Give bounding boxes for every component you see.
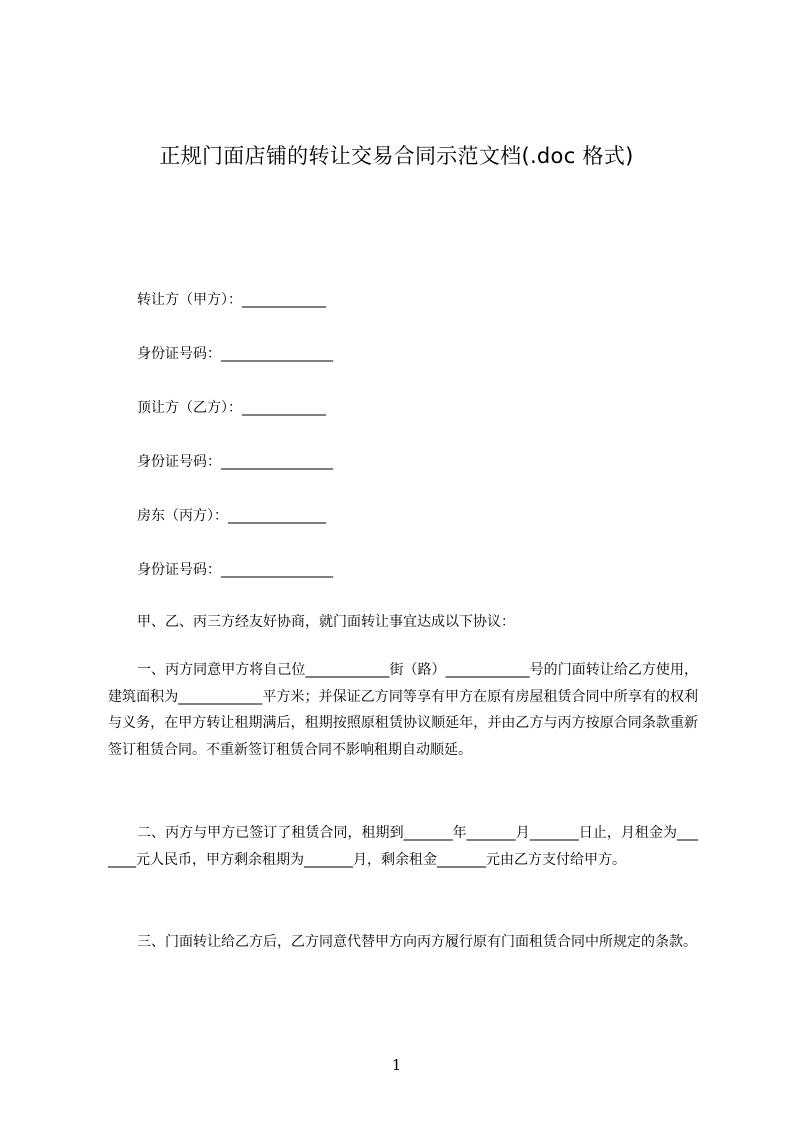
transferor-id-field: 身份证号码：________________ [137, 346, 333, 362]
transferee-id-field: 身份证号码：________________ [137, 454, 333, 470]
transferee-field: 顶让方（乙方）：____________ [137, 400, 326, 416]
landlord-id-field: 身份证号码：________________ [137, 562, 333, 578]
clause-two: 二、丙方与甲方已签订了租赁合同，租期到_______年_______月_______日止，月租金为_______元人民币，甲方剩余租期为_______月，剩余租金_______元由乙方支付给甲方。 [108, 825, 698, 868]
page-number: 1 [391, 1056, 402, 1074]
landlord-field: 房东（丙方）：______________ [137, 508, 326, 524]
transferor-field: 转让方（甲方）：____________ [137, 292, 326, 308]
clause-three: 三、门面转让给乙方后，乙方同意代替甲方向丙方履行原有门面租赁合同中所规定的条款。 [137, 934, 697, 950]
agreement-intro: 甲、乙、丙三方经友好协商，就门面转让事宜达成以下协议： [137, 614, 515, 630]
clause-one: 一、丙方同意甲方将自己位____________街（路）____________号的门面转让给乙方使用，建筑面积为____________平方米；并保证乙方同等享有甲方在原有房屋租赁合同中所享有的权利与义务，在甲方转让租期满后，租期按照原租赁协议顺延年，并由乙方与丙方按原合同条款重新签订租赁合同。不重新签订租赁合同不影响租期自动顺延。 [108, 662, 698, 758]
document-title: 正规门面店铺的转让交易合同示范文档(.doc 格式) [159, 144, 634, 168]
